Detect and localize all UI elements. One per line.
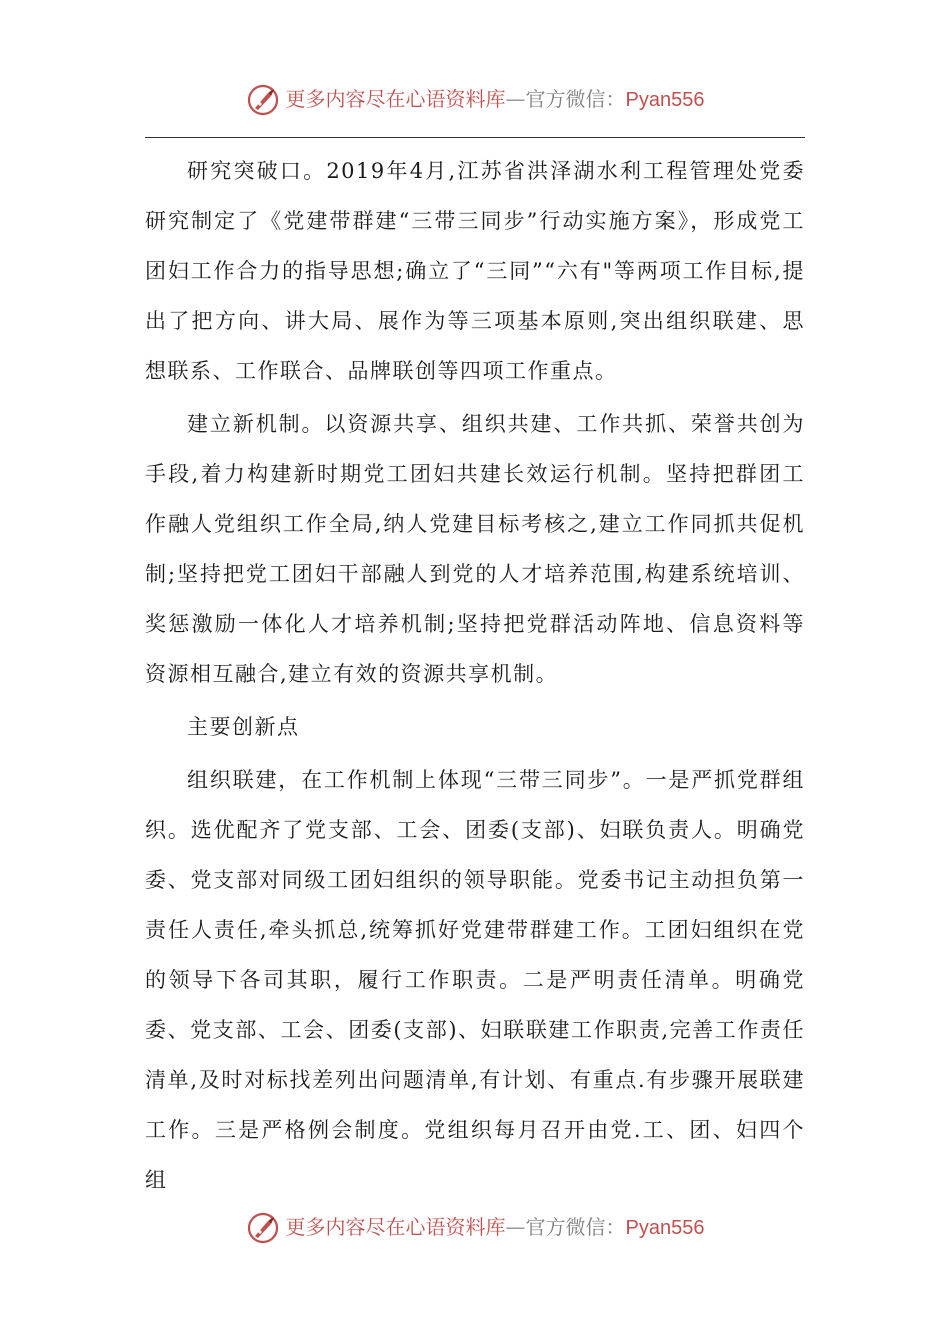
- paragraph-new-mechanism: 建立新机制。以资源共享、组织共建、工作共抓、荣誉共创为手段,着力构建新时期党工团妇共建长效运行机制。坚持把群团工作融人党组织工作全局,纳人党建目标考核之,建立工作同抓共促机制;坚持把党工团妇干部融人到党的人才培养范围,构建系统培训、奖惩激励一体化人才培养机制;坚持把党群活动阵地、信息资料等资源相互融合,建立有效的资源共享机制。: [145, 412, 805, 686]
- pen-nib-logo-icon: [246, 83, 280, 117]
- banner-title: 更多内容尽在心语资料库: [285, 1215, 506, 1239]
- header-banner-text: [286, 82, 705, 117]
- paragraph-organization: 组织联建，在工作机制上体现“三带三同步”。一是严抓党群组织。选优配齐了党支部、工会、团委(支部)、妇联负责人。明确党委、党支部对同级工团妇组织的领导职能。党委书记主动担负第一责任人责任,牵头抓总,统筹抓好党建带群建工作。工团妇组织在党的领导下各司其职，履行工作职责。二是严明责任清单。明确党委、党支部、工会、团委(支部)、妇联联建工作职责,完善工作责任清单,及时对标找差列出问题清单,有计划、有重点.有步骤开展联建工作。三是严格例会制度。党组织每月召开由党.工、团、妇四个组: [145, 768, 805, 1192]
- document-body: [145, 146, 805, 1205]
- banner-wechat-id: Pyan556: [625, 1217, 705, 1239]
- banner-dash: —: [505, 1215, 526, 1239]
- banner-wechat-id: Pyan556: [625, 89, 705, 111]
- banner-title: 更多内容尽在心语资料库: [285, 87, 506, 111]
- banner-dash: —: [505, 87, 526, 111]
- footer-banner: [0, 1210, 950, 1245]
- pen-nib-logo-icon: [246, 1211, 280, 1245]
- footer-banner-text: [286, 1210, 705, 1245]
- section-heading: 主要创新点: [187, 715, 300, 739]
- header-banner: [0, 82, 950, 117]
- banner-wechat-label: 官方微信：: [525, 1215, 626, 1239]
- paragraph-breakthrough: 研究突破口。2019年4月,江苏省洪泽湖水利工程管理处党委研究制定了《党建带群建“三带三同步”行动实施方案》，形成党工团妇工作合力的指导思想;确立了“三同”“六有"等两项工作目标,提出了把方向、讲大局、展作为等三项基本原则,突出组织联建、思想联系、工作联合、品牌联创等四项工作重点。: [145, 159, 805, 383]
- banner-wechat-label: 官方微信：: [525, 87, 626, 111]
- header-divider: [145, 137, 805, 138]
